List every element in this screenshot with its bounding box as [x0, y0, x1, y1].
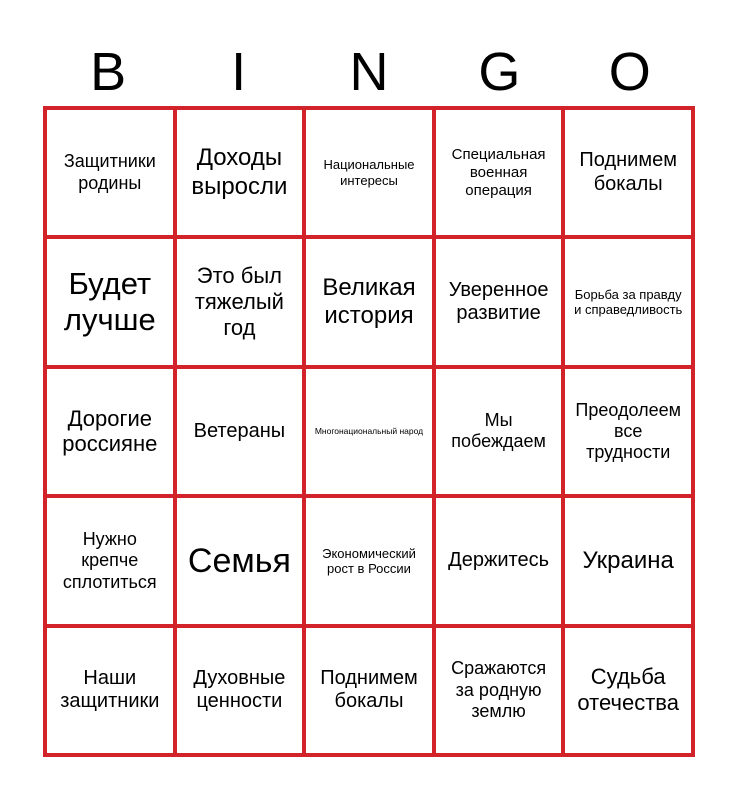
bingo-cell[interactable]: Это был тяжелый год	[175, 237, 305, 366]
bingo-cell[interactable]: Держитесь	[434, 496, 564, 625]
bingo-cell[interactable]: Нужно крепче сплотиться	[45, 496, 175, 625]
header-letter-n: N	[349, 42, 389, 102]
bingo-cell[interactable]: Доходы выросли	[175, 108, 305, 237]
bingo-cell[interactable]: Экономический рост в России	[304, 496, 434, 625]
bingo-cell[interactable]: Национальные интересы	[304, 108, 434, 237]
bingo-cell[interactable]: Поднимем бокалы	[563, 108, 693, 237]
bingo-cell[interactable]: Многонациональный народ	[304, 367, 434, 496]
bingo-header	[43, 38, 695, 106]
bingo-cell[interactable]: Поднимем бокалы	[304, 626, 434, 755]
bingo-cell[interactable]: Защитники родины	[45, 108, 175, 237]
bingo-cell[interactable]: Ветераны	[175, 367, 305, 496]
bingo-cell[interactable]: Дорогие россияне	[45, 367, 175, 496]
header-letter-g: G	[478, 42, 521, 102]
bingo-cell[interactable]: Мы побеждаем	[434, 367, 564, 496]
bingo-cell[interactable]: Судьба отечества	[563, 626, 693, 755]
bingo-cell[interactable]: Борьба за правду и справедливость	[563, 237, 693, 366]
header-letter-i: I	[231, 42, 247, 102]
bingo-cell[interactable]: Сражаются за родную землю	[434, 626, 564, 755]
header-letter-b: B	[90, 42, 127, 102]
bingo-cell[interactable]: Семья	[175, 496, 305, 625]
bingo-cell[interactable]: Специальная военная операция	[434, 108, 564, 237]
bingo-cell[interactable]: Великая история	[304, 237, 434, 366]
bingo-grid	[43, 106, 695, 757]
bingo-cell[interactable]: Наши защитники	[45, 626, 175, 755]
bingo-cell[interactable]: Преодолеем все трудности	[563, 367, 693, 496]
bingo-cell[interactable]: Духовные ценности	[175, 626, 305, 755]
bingo-cell[interactable]: Уверенное развитие	[434, 237, 564, 366]
header-letter-o: O	[608, 42, 651, 102]
bingo-cell[interactable]: Будет лучше	[45, 237, 175, 366]
bingo-cell[interactable]: Украина	[563, 496, 693, 625]
